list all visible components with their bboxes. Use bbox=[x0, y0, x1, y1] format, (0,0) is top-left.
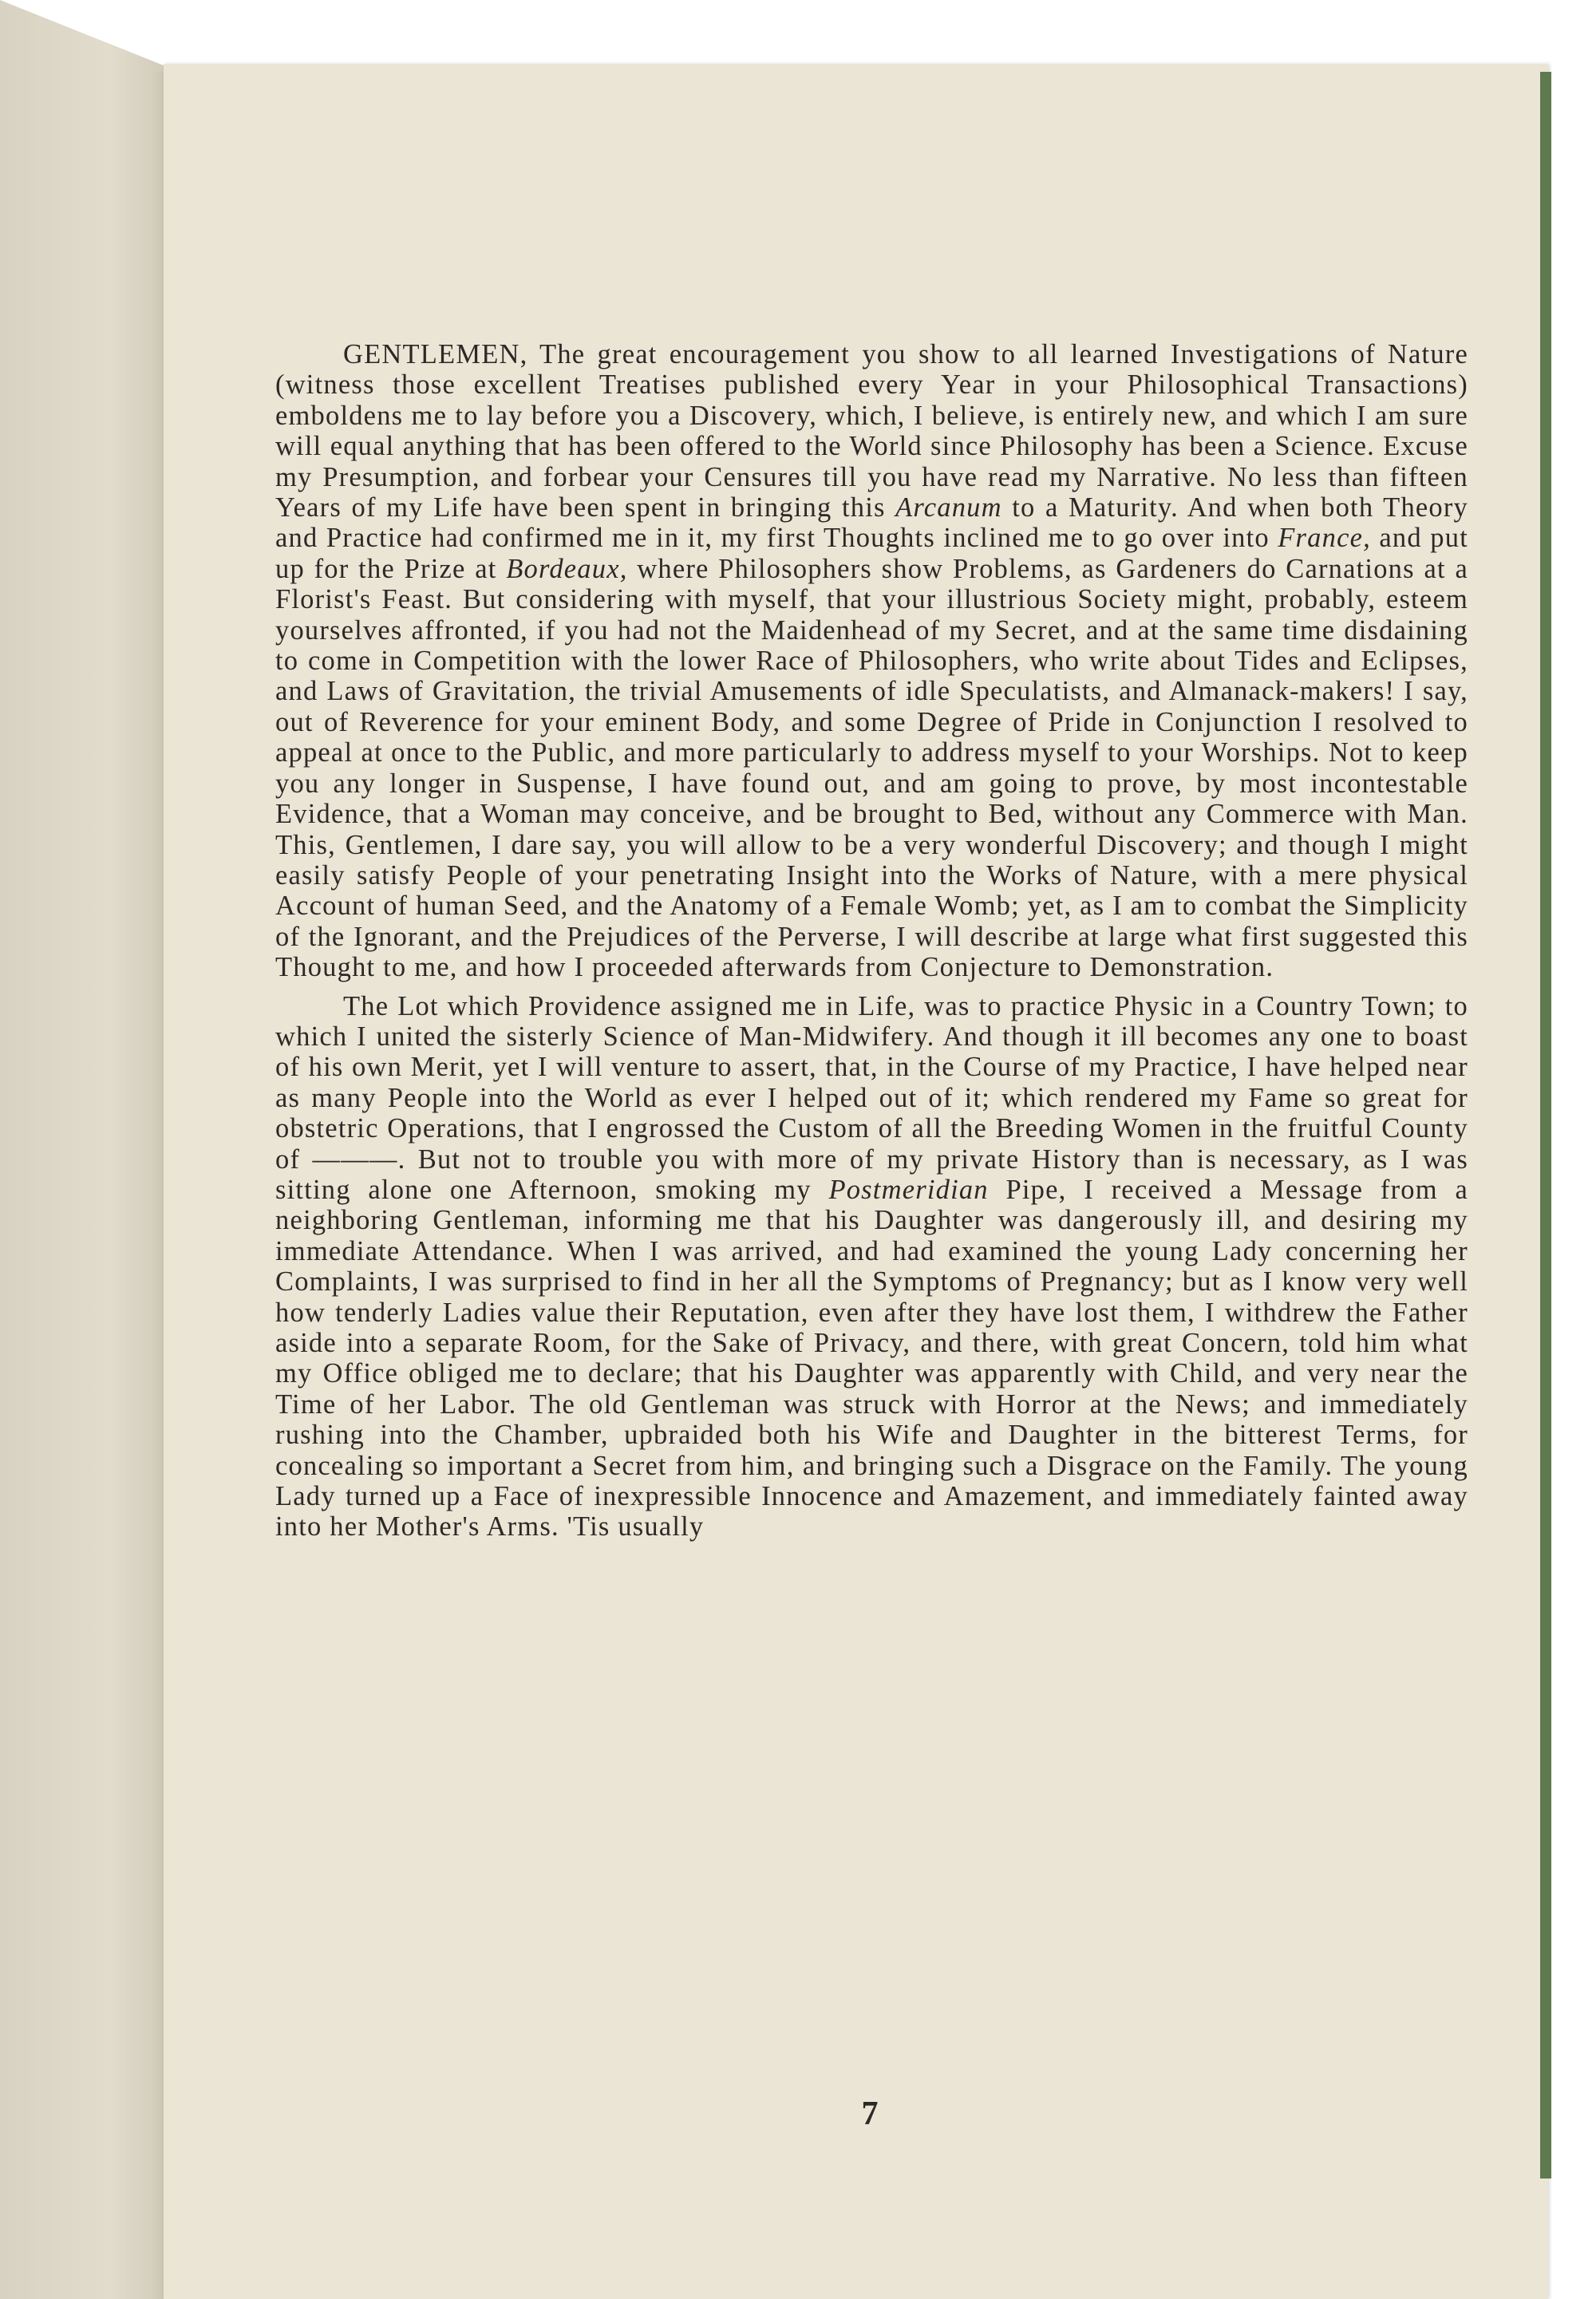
page-number: 7 bbox=[861, 2096, 879, 2132]
body-text bbox=[275, 339, 1468, 1543]
cover-edge bbox=[1540, 72, 1551, 2179]
paragraph: GENTLEMEN, The great encouragement you show to all learned Investigations of Nature (witness those excellent Treatises published every Year in your Philosophical Transactions) emboldens me to lay before you a Discovery, which, I believe, is entirely new, and which I am sure will equal anything that has been offered to the World since Philosophy has been a Science. Excuse my Presumption, and forbear your Censures till you have read my Narrative. No less than fifteen Years of my Life have been spent in bringing this Arcanum to a Maturity. And when both Theory and Practice had confirmed me in it, my first Thoughts inclined me to go over into France, and put up for the Prize at Bordeaux, where Philosophers show Problems, as Gardeners do Carnations at a Florist's Feast. But considering with myself, that your illustrious Society might, probably, esteem yourselves affronted, if you had not the Maidenhead of my Secret, and at the same time disdaining to come in Competition with the lower Race of Philosophers, who write about Tides and Eclipses, and Laws of Gravitation, the trivial Amusements of idle Speculatists, and Almanack-makers! I say, out of Reverence for your eminent Body, and some Degree of Pride in Conjunction I resolved to appeal at once to the Public, and more particularly to address myself to your Worships. Not to keep you any longer in Suspense, I have found out, and am going to prove, by most incontestable Evidence, that a Woman may conceive, and be brought to Bed, without any Commerce with Man. This, Gentlemen, I dare say, you will allow to be a very wonderful Discovery; and though I might easily satisfy People of your penetrating Insight into the Works of Nature, with a mere physical Account of human Seed, and the Anatomy of a Female Womb; yet, as I am to combat the Simplicity of the Ignorant, and the Prejudices of the Perverse, I will describe at large what first suggested this Thought to me, and how I proceeded afterwards from Conjecture to Demonstration. bbox=[275, 339, 1468, 983]
paragraph: The Lot which Providence assigned me in Life, was to practice Physic in a Country Town; to which I united the sisterly Science of Man-Midwifery. And though it ill becomes any one to boast of his own Merit, yet I will venture to assert, that, in the Course of my Practice, I have helped near as many People into the World as ever I helped out of it; which rendered my Fame so great for obstetric Operations, that I engrossed the Custom of all the Breeding Women in the fruitful County of ———. But not to trouble you with more of my private History than is necessary, as I was sitting alone one Afternoon, smoking my Postmeridian Pipe, I received a Message from a neighboring Gentleman, informing me that his Daughter was dangerously ill, and desiring my immediate Attendance. When I was arrived, and had examined the young Lady concerning her Complaints, I was surprised to find in her all the Symptoms of Pregnancy; but as I know very well how tenderly Ladies value their Reputation, even after they have lost them, I withdrew the Father aside into a separate Room, for the Sake of Privacy, and there, with great Concern, told him what my Office obliged me to declare; that his Daughter was apparently with Child, and very near the Time of her Labor. The old Gentleman was struck with Horror at the News; and immediately rushing into the Chamber, upbraided both his Wife and Daughter in the bitterest Terms, for concealing so important a Secret from him, and bringing such a Disgrace on the Family. The young Lady turned up a Face of inexpressible Innocence and Amazement, and immediately fainted away into her Mother's Arms. 'Tis usually bbox=[275, 990, 1468, 1543]
